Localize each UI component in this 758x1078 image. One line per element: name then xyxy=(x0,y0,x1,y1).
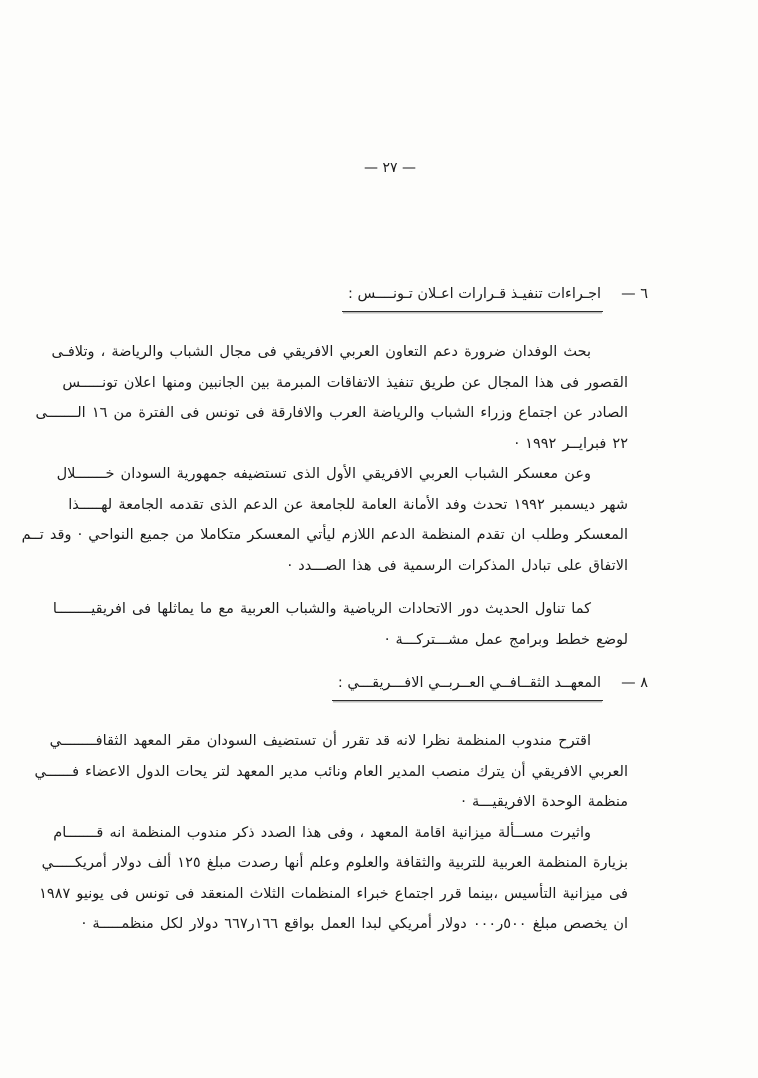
text-line: اقترح مندوب المنظمة نظرا لانه قد تقرر أن تستضيف السودان مقر المعهد الثقافــــــــي xyxy=(49,733,591,749)
text-line: ان يخصص مبلغ ٥٠٠ر٠٠٠ دولار أمريكي لبدا العمل بواقع ١٦٦ر٦٦٧ دولار لكل منظمـــــة · xyxy=(81,916,628,932)
section-8-number: ٨ — xyxy=(621,675,648,691)
section-6-number: ٦ — xyxy=(621,286,648,302)
document-body xyxy=(21,283,648,940)
text-line: ٢٢ فبرايــر ١٩٩٢ · xyxy=(514,435,628,452)
paragraph xyxy=(34,726,628,818)
section-6-title: اجـراءات تنفيـذ قـرارات اعـلان تـونــــس : xyxy=(342,283,603,312)
text-line: شهر ديسمبر ١٩٩٢ تحدث وفد الأمانة العامة للجامعة عن الدعم الذى تقدمه الجامعة لهـــــذا xyxy=(68,496,628,513)
text-line: منظمة الوحدة الافريقيـــة · xyxy=(461,794,628,810)
text-line: بزيارة المنظمة العربية للتربية والثقافة والعلوم وعلم أنها رصدت مبلغ ١٢٥ ألف دولار أمريكـــــي xyxy=(41,855,628,871)
text-line: وعن معسكر الشباب العربي الافريقي الأول الذى تستضيفه جمهورية السودان خـــــــلال xyxy=(56,466,591,482)
text-line: القصور فى هذا المجال عن طريق تنفيذ الاتفاقات المبرمة بين الجانبين ومنها اعلان تونـــــس xyxy=(62,374,628,391)
section-8-body xyxy=(34,726,628,940)
text-line: واثيرت مســألة ميزانية اقامة المعهد ، وفى هذا الصدد ذكر مندوب المنظمة انه قـــــــام xyxy=(53,824,591,841)
text-line: فى ميزانية التأسيس ،بينما قرر اجتماع خبراء المنظمات الثلاث المنعقد فى تونس فى يونيو ١٩٨٧ xyxy=(39,885,628,902)
paragraph xyxy=(21,459,628,581)
text-line: الاتفاق على تبادل المذكرات الرسمية فى هذا الصـــدد · xyxy=(287,557,628,574)
section-8-title: المعهــد الثقــافــي العــربــي الافـــريقـــي : xyxy=(332,672,603,701)
section-6-heading xyxy=(102,283,648,312)
text-line: بحث الوفدان ضرورة دعم التعاون العربي الافريقي فى مجال الشباب والرياضة ، وتلافـى xyxy=(51,344,591,360)
page-number: — ٢٧ — xyxy=(364,160,416,176)
paragraph xyxy=(52,594,628,655)
text-line: العربي الافريقي أن يترك منصب المدير العام ونائب مدير المعهد لتر يحات الدول الاعضاء فــــــي xyxy=(34,763,628,780)
text-line: الصادر عن اجتماع وزراء الشباب والرياضة العرب والافارقة فى تونس فى الفترة من ١٦ الـــــــى xyxy=(35,405,628,421)
paragraph xyxy=(39,818,628,940)
section-8-heading xyxy=(102,672,648,701)
text-line: لوضع خطط وبرامج عمل مشـــتركـــة · xyxy=(384,631,628,648)
text-line: كما تناول الحديث دور الاتحادات الرياضية والشباب العربية مع ما يماثلها فى افريقيــــــــا xyxy=(52,601,591,617)
section-6-body xyxy=(21,337,628,655)
paragraph xyxy=(35,337,628,459)
text-line: المعسكر وطلب ان تقدم المنظمة الدعم اللازم ليأتي المعسكر متكاملا من جميع النواحي · وقد تــم xyxy=(21,527,628,543)
